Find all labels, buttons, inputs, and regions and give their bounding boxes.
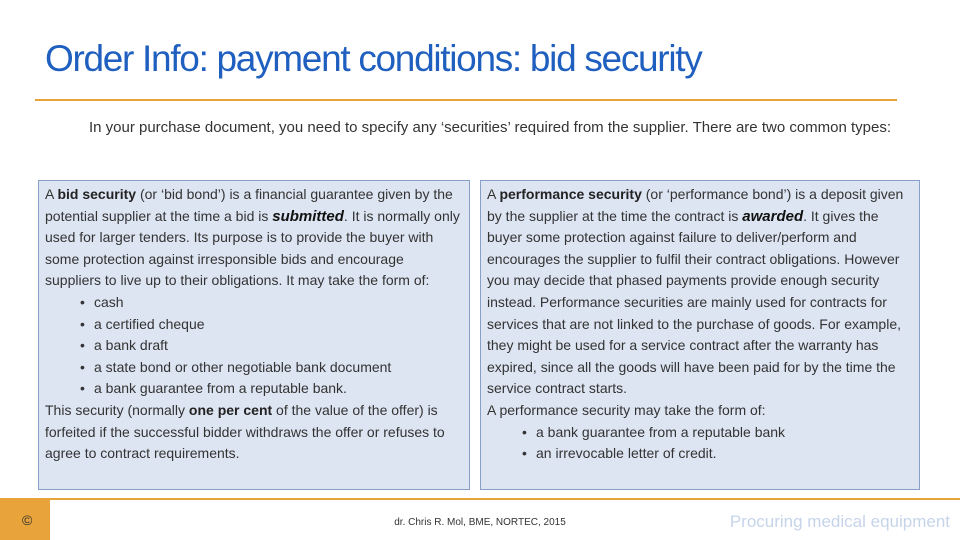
performance-security-box bbox=[480, 180, 920, 490]
bid-security-term: bid security bbox=[57, 186, 137, 202]
left-p1-mid: (or ‘bid bond’) is a financial guarantee given by the potential supplier at the time a bid is bbox=[45, 186, 453, 224]
footer-credit: dr. Chris R. Mol, BME, NORTEC, 2015 bbox=[394, 517, 566, 528]
footer-divider bbox=[0, 498, 960, 500]
right-p1-post: . It gives the buyer some protection against failure to deliver/perform and encourages the supplier to fulfil their contract obligations. However you may decide that phased payments provide enough security instead. Performance securities are mainly used for contracts for services that are not linked to the purchase of goods. For example, they might be used for a service contract after the warranty has expired, since all the goods will have been paid for by the time the service contract starts. bbox=[487, 207, 902, 397]
left-p1-post: . It is normally only used for larger tenders. Its purpose is to provide the buyer with some protection against irresponsible bids and encourage suppliers to live up to their obligations. It may take the form of: bbox=[45, 207, 460, 289]
list-item: • a certified cheque bbox=[80, 314, 463, 336]
list-item: • a bank guarantee from a reputable bank bbox=[522, 422, 913, 444]
bid-security-forfeit-note bbox=[45, 400, 463, 465]
copyright-symbol: © bbox=[22, 512, 33, 528]
right-p1-pre: A bbox=[487, 186, 500, 202]
left-p1-pre: A bbox=[45, 186, 58, 202]
list-item: • an irrevocable letter of credit. bbox=[522, 443, 913, 465]
list-item: • a state bond or other negotiable bank document bbox=[80, 357, 463, 379]
list-item: • cash bbox=[80, 292, 463, 314]
bid-security-box bbox=[38, 180, 470, 490]
awarded-term: awarded bbox=[742, 207, 804, 225]
left-p2-post: of the value of the offer) is forfeited if the successful bidder withdraws the offer or refuses to agree to contract requirements. bbox=[45, 401, 445, 462]
performance-security-forms-intro: A performance security may take the form of: bbox=[487, 401, 766, 418]
title-divider bbox=[35, 99, 897, 101]
bid-security-definition bbox=[45, 184, 463, 292]
performance-security-forms-list bbox=[487, 422, 913, 465]
bid-security-forms-list bbox=[45, 292, 463, 400]
submitted-term: submitted bbox=[272, 207, 344, 225]
footer-course-title: Procuring medical equipment bbox=[729, 512, 950, 531]
list-item: • a bank guarantee from a reputable bank. bbox=[80, 378, 463, 400]
one-per-cent-term: one per cent bbox=[188, 401, 273, 418]
left-p2-pre: This security (normally bbox=[45, 401, 189, 418]
intro-text: In your purchase document, you need to specify any ‘securities’ required from the supplier. There are two common types: bbox=[88, 119, 892, 136]
right-p1-mid: (or ‘performance bond’) is a deposit given by the supplier at the time the contract is bbox=[487, 186, 904, 224]
slide-title: Order Info: payment conditions: bid security bbox=[45, 38, 702, 79]
performance-security-definition bbox=[487, 184, 913, 400]
performance-security-term: performance security bbox=[499, 186, 642, 202]
list-item: • a bank draft bbox=[80, 335, 463, 357]
